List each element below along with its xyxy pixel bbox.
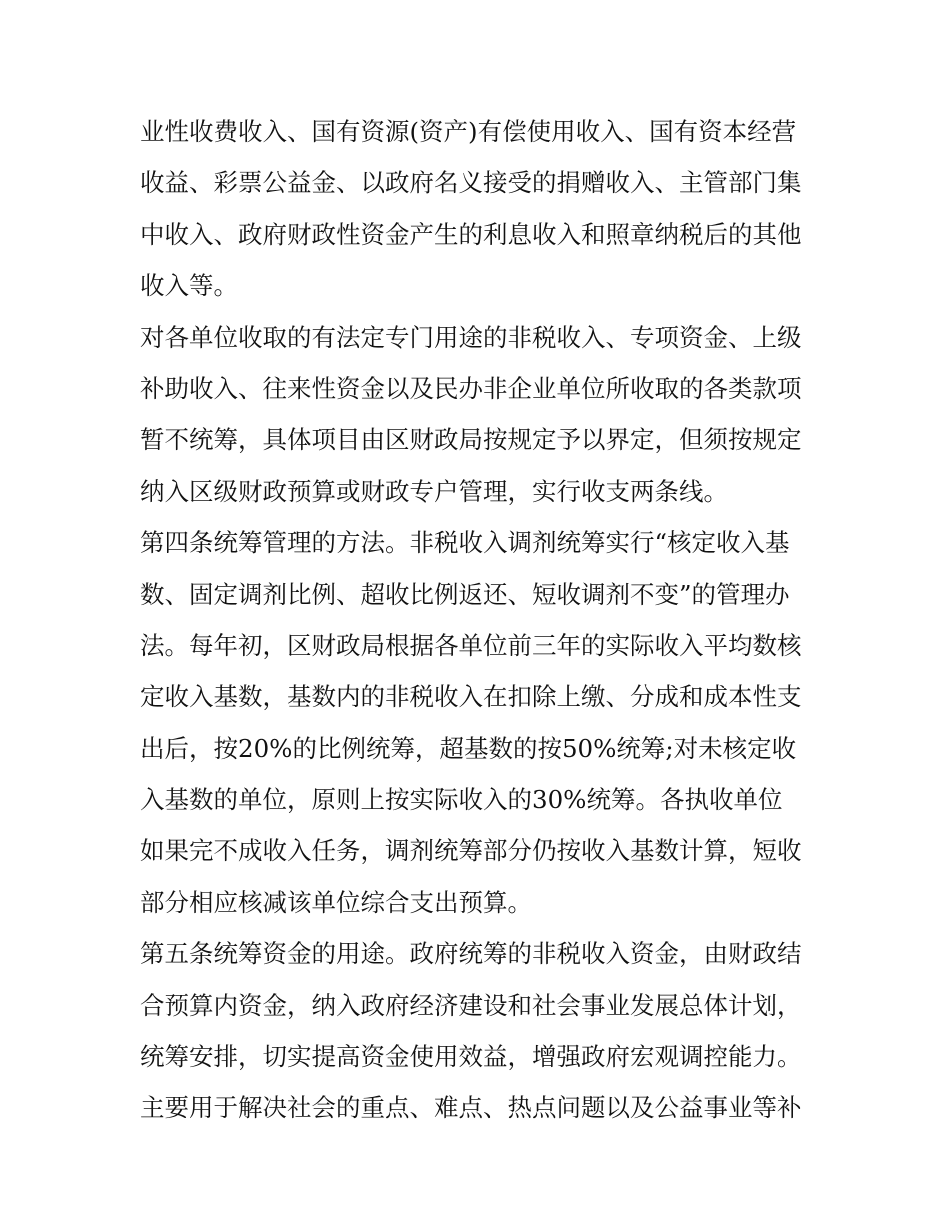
text-line: 暂不统筹，具体项目由区财政局按规定予以界定，但须按规定 <box>140 425 802 455</box>
text-line: 第五条统筹资金的用途。政府统筹的非税收入资金，由财政结 <box>140 939 802 969</box>
text-line: 定收入基数，基数内的非税收入在扣除上缴、分成和成本性支 <box>140 682 802 712</box>
text-line: 收益、彩票公益金、以政府名义接受的捐赠收入、主管部门集 <box>140 168 802 198</box>
text-line: 如果完不成收入任务，调剂统筹部分仍按收入基数计算，短收 <box>140 836 802 866</box>
text-line: 纳入区级财政预算或财政专户管理，实行收支两条线。 <box>140 476 728 506</box>
text-line: 补助收入、往来性资金以及民办非企业单位所收取的各类款项 <box>140 373 802 403</box>
text-line: 法。每年初，区财政局根据各单位前三年的实际收入平均数核 <box>140 630 802 660</box>
text-line: 中收入、政府财政性资金产生的利息收入和照章纳税后的其他 <box>140 219 802 249</box>
text-line: 入基数的单位，原则上按实际收入的30%统筹。各执收单位 <box>140 785 783 815</box>
text-line: 对各单位收取的有法定专门用途的非税收入、专项资金、上级 <box>140 322 802 352</box>
text-line: 统筹安排，切实提高资金使用效益，增强政府宏观调控能力。 <box>140 1042 802 1072</box>
text-line: 收入等。 <box>140 271 238 301</box>
text-line: 部分相应核减该单位综合支出预算。 <box>140 887 532 917</box>
text-line: 业性收费收入、国有资源(资产)有偿使用收入、国有资本经营 <box>140 117 797 146</box>
text-line: 第四条统筹管理的方法。非税收入调剂统筹实行“核定收入基 <box>140 528 790 558</box>
text-line: 出后，按20%的比例统筹，超基数的按50%统筹;对未核定收 <box>140 733 797 763</box>
body-text <box>140 106 820 1134</box>
text-line: 主要用于解决社会的重点、难点、热点问题以及公益事业等补 <box>140 1093 802 1123</box>
text-line: 合预算内资金，纳入政府经济建设和社会事业发展总体计划， <box>140 990 802 1020</box>
text-line: 数、固定调剂比例、超收比例返还、短收调剂不变”的管理办 <box>140 579 790 609</box>
